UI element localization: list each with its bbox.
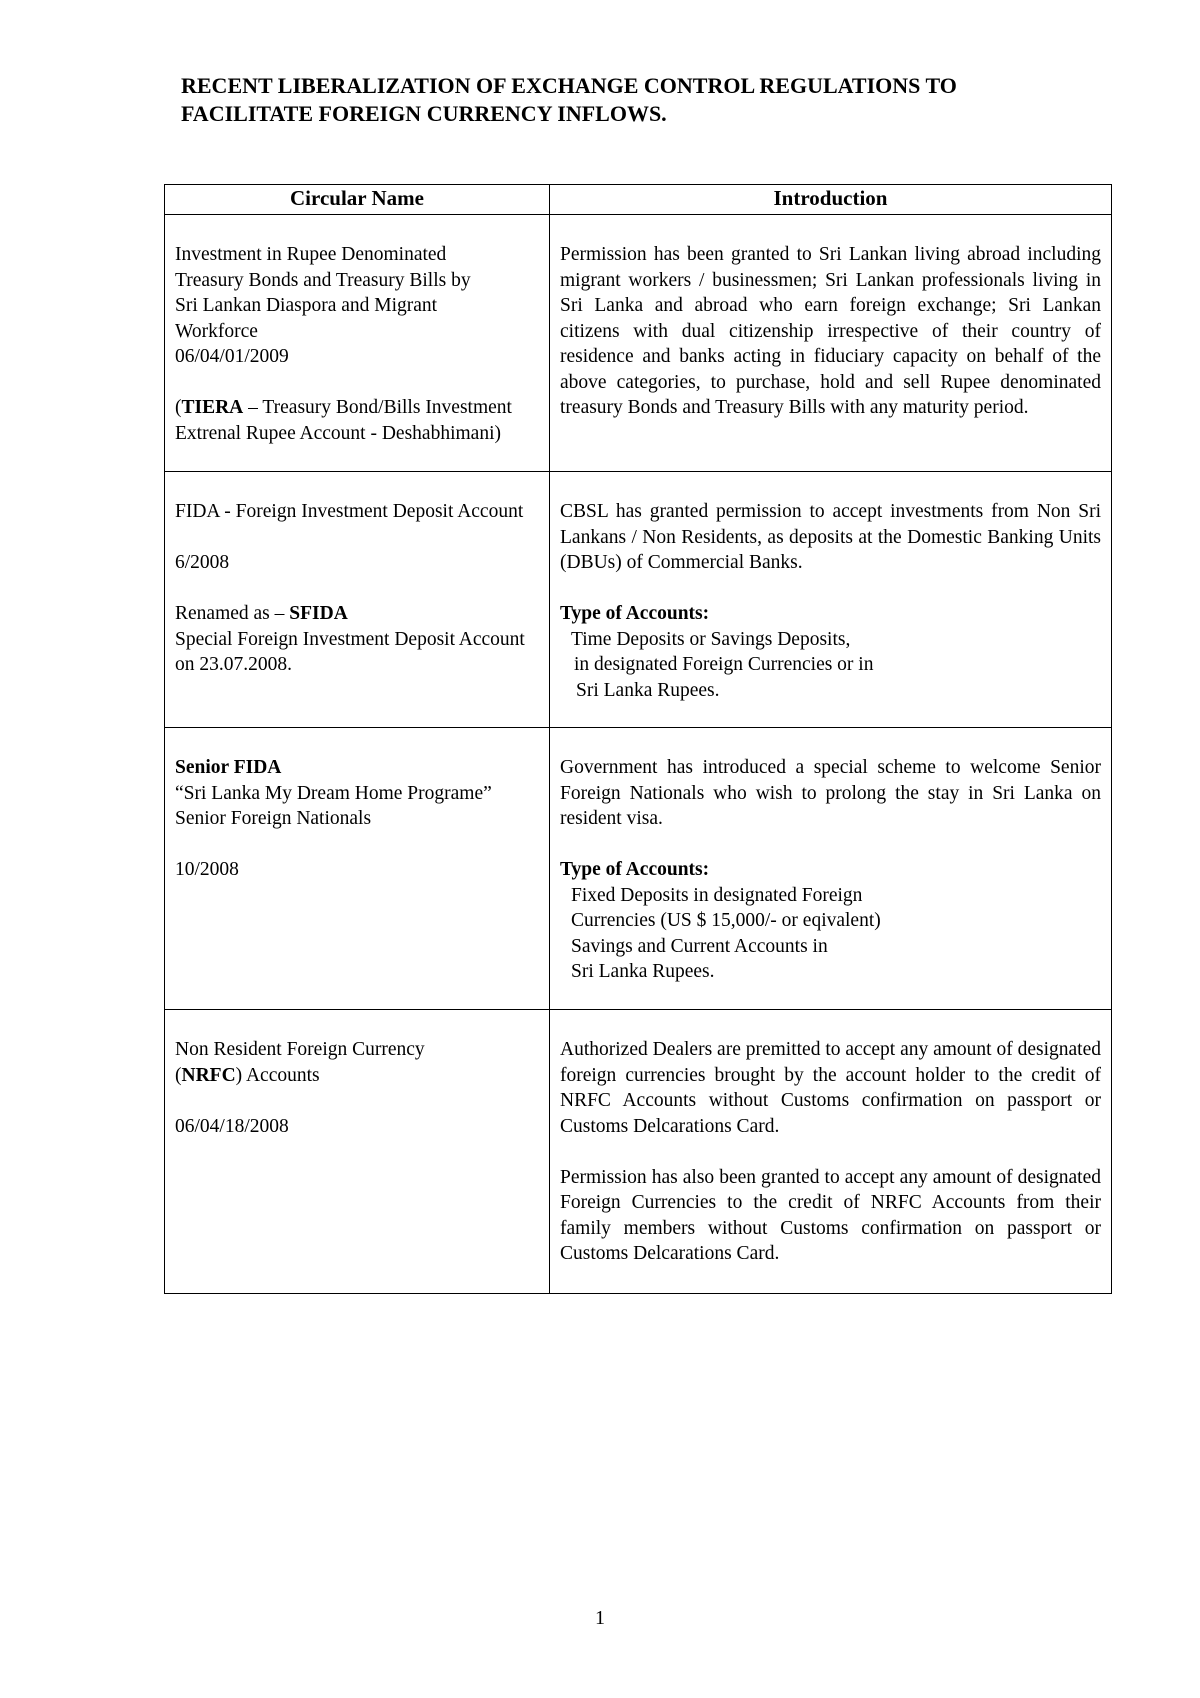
account-type-line: Sri Lanka Rupees.	[571, 961, 715, 982]
circular-name-cell	[165, 472, 550, 728]
introduction-text: Permission has also been granted to accept any amount of designated Foreign Currencies to the credit of NRFC Accounts from their family members without Customs confirmation on passport or Customs Delcarations Card.	[560, 1166, 1101, 1264]
renamed-description: Special Foreign Investment Deposit Account on 23.07.2008.	[175, 628, 525, 675]
account-type-line: in designated Foreign Currencies or in	[574, 654, 874, 675]
type-of-accounts-heading: Type of Accounts:	[560, 859, 710, 880]
introduction-cell	[550, 215, 1112, 472]
header-circular-name: Circular Name	[165, 185, 550, 215]
circular-name-line: Workforce	[175, 320, 258, 342]
table-row	[165, 728, 1112, 1010]
table-row	[165, 1010, 1112, 1294]
table-header-row	[165, 185, 1112, 215]
circular-name-line: Sri Lankan Diaspora and Migrant	[175, 295, 438, 316]
account-type-line: Savings and Current Accounts in	[571, 935, 828, 957]
circulars-table	[164, 184, 1112, 1294]
document-title	[181, 72, 1081, 128]
introduction-text: Permission has been granted to Sri Lankan living abroad including migrant workers / businessmen; Sri Lankan professionals living in Sri Lanka and abroad who earn foreign exchange; Sri Lankan citizens with dual citizenship irrespective of their country of residence and banks acting in fiduciary capacity on behalf of the above categories, to purchase, hold and sell Rupee denominated treasury Bonds and Treasury Bills with any maturity period.	[560, 244, 1101, 418]
account-type-line: Time Deposits or Savings Deposits,	[571, 628, 851, 650]
renamed-note: Renamed as – SFIDA	[175, 603, 348, 624]
account-type-line: Sri Lanka Rupees.	[576, 679, 720, 701]
circular-note: (TIERA – Treasury Bond/Bills Investment Extrenal Rupee Account - Deshabhimani)	[175, 397, 512, 444]
circular-acronym: SFIDA	[289, 603, 348, 624]
circular-code: 06/04/01/2009	[175, 346, 289, 367]
introduction-text: CBSL has granted permission to accept investments from Non Sri Lankans / Non Residents, as deposits at the Domestic Banking Units (DBUs) of Commercial Banks.	[560, 501, 1101, 573]
introduction-text: Authorized Dealers are premitted to accept any amount of designated foreign currencies brought by the account holder to the credit of NRFC Accounts without Customs confirmation on passport or Customs Delcarations Card.	[560, 1039, 1101, 1137]
circular-name-cell	[165, 215, 550, 472]
circular-name: FIDA - Foreign Investment Deposit Account	[175, 501, 524, 522]
circular-name: Senior FIDA	[175, 757, 282, 778]
type-of-accounts-heading: Type of Accounts:	[560, 603, 710, 624]
circular-code: 06/04/18/2008	[175, 1115, 289, 1137]
account-type-line: Fixed Deposits in designated Foreign	[571, 884, 863, 906]
introduction-cell	[550, 728, 1112, 1010]
circular-name-cell	[165, 1010, 550, 1294]
circular-name-line: Non Resident Foreign Currency	[175, 1039, 425, 1060]
circular-acronym: TIERA	[181, 397, 244, 418]
circular-code: 6/2008	[175, 552, 230, 573]
circular-name-line: Investment in Rupee Denominated	[175, 244, 447, 265]
title-line-1: RECENT LIBERALIZATION OF EXCHANGE CONTROL REGULATIONS TO	[181, 73, 957, 98]
introduction-cell	[550, 472, 1112, 728]
circular-code: 10/2008	[175, 859, 239, 880]
introduction-cell	[550, 1010, 1112, 1294]
account-type-line: Currencies (US $ 15,000/- or eqivalent)	[571, 910, 881, 931]
table-row	[165, 472, 1112, 728]
header-introduction: Introduction	[550, 185, 1112, 215]
circular-acronym: NRFC	[181, 1064, 236, 1086]
table-row	[165, 215, 1112, 472]
circular-name-line: (NRFC) Accounts	[175, 1064, 320, 1086]
page-number: 1	[595, 1607, 605, 1629]
circular-name-cell	[165, 728, 550, 1010]
circular-name-line: Senior Foreign Nationals	[175, 808, 372, 829]
circular-name-line: “Sri Lanka My Dream Home Programe”	[175, 782, 492, 804]
title-line-2: FACILITATE FOREIGN CURRENCY INFLOWS.	[181, 101, 667, 126]
circular-name-line: Treasury Bonds and Treasury Bills by	[175, 269, 471, 291]
introduction-text: Government has introduced a special scheme to welcome Senior Foreign Nationals who wish to prolong the stay in Sri Lanka on resident visa.	[560, 757, 1101, 829]
